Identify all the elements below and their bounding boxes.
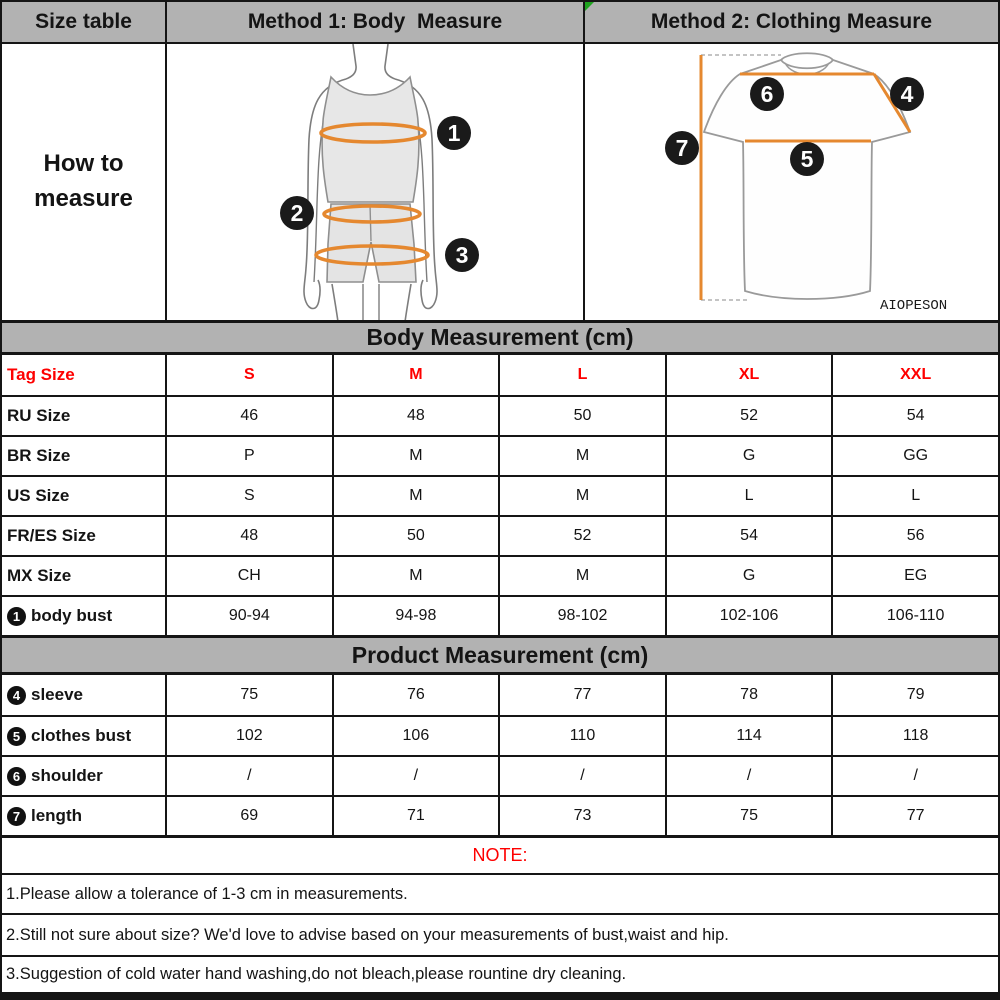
table-cell: 106 [334, 717, 501, 755]
table-cell: 54 [833, 397, 998, 435]
row-label [2, 437, 167, 475]
table-cell: S [167, 477, 334, 515]
size-col-xl: XL [667, 355, 834, 395]
table-cell: 90-94 [167, 597, 334, 635]
table-cell: 118 [833, 717, 998, 755]
row-label [2, 557, 167, 595]
table-row-mx-size [2, 555, 998, 595]
table-cell: 98-102 [500, 597, 667, 635]
table-cell: L [833, 477, 998, 515]
size-col-m: M [334, 355, 501, 395]
table-row-body-bust [2, 595, 998, 635]
table-row-br-size [2, 435, 998, 475]
marker-1-icon [437, 116, 471, 150]
table-cell: CH [167, 557, 334, 595]
table-cell: 77 [500, 675, 667, 715]
tshirt-icon [585, 44, 998, 320]
marker-3-icon [445, 238, 479, 272]
method2-title-label: Method 2: Clothing Measure [650, 10, 933, 33]
table-cell: G [667, 557, 834, 595]
table-cell: 77 [833, 797, 998, 835]
table-cell: 50 [334, 517, 501, 555]
table-cell: M [334, 557, 501, 595]
table-cell: 78 [667, 675, 834, 715]
illustration-row [2, 42, 998, 320]
size-table-title: Size table [2, 2, 167, 42]
table-cell: 71 [334, 797, 501, 835]
table-cell: 79 [833, 675, 998, 715]
row-label-text: MX Size [7, 566, 72, 585]
tag-size-row [2, 355, 998, 395]
table-row-ru-size [2, 395, 998, 435]
row-badge: 5 [7, 727, 26, 746]
marker-2-icon [280, 196, 314, 230]
row-label-text: sleeve [31, 685, 83, 704]
svg-text:1: 1 [447, 120, 461, 146]
table-cell: 114 [667, 717, 834, 755]
bottom-border-bar [2, 992, 998, 998]
row-label-text: FR/ES Size [7, 526, 96, 545]
row-label [2, 597, 167, 635]
table-cell: 56 [833, 517, 998, 555]
row-label [2, 717, 167, 755]
table-row-shoulder [2, 755, 998, 795]
table-cell: 54 [667, 517, 834, 555]
row-label-text: length [31, 806, 82, 825]
table-cell: M [500, 477, 667, 515]
svg-text:4: 4 [900, 81, 914, 107]
table-row-fres-size [2, 515, 998, 555]
svg-text:5: 5 [800, 146, 814, 172]
table-cell: L [667, 477, 834, 515]
table-cell: / [334, 757, 501, 795]
marker-5-icon [790, 142, 824, 176]
table-cell: 73 [500, 797, 667, 835]
table-cell: M [334, 477, 501, 515]
row-label-text: body bust [31, 606, 113, 625]
table-row-length [2, 795, 998, 835]
how-to-measure-cell [2, 44, 167, 320]
marker-7-icon [665, 131, 699, 165]
table-cell: 48 [334, 397, 501, 435]
tag-size-label: Tag Size [2, 355, 167, 395]
table-cell: G [667, 437, 834, 475]
table-cell: EG [833, 557, 998, 595]
table-cell: 52 [500, 517, 667, 555]
marker-6-icon [750, 77, 784, 111]
table-cell: GG [833, 437, 998, 475]
table-cell: M [500, 437, 667, 475]
row-label [2, 517, 167, 555]
table-cell: / [167, 757, 334, 795]
size-col-l: L [500, 355, 667, 395]
note-item-1: 1.Please allow a tolerance of 1-3 cm in measurements. [2, 873, 998, 913]
svg-text:6: 6 [760, 81, 774, 107]
clothing-measure-illustration [585, 44, 998, 320]
table-row-us-size [2, 475, 998, 515]
product-measurement-header: Product Measurement (cm) [2, 635, 998, 675]
svg-text:2: 2 [290, 200, 304, 226]
row-badge: 6 [7, 767, 26, 786]
how-to-line2: measure [34, 185, 133, 212]
table-cell: 52 [667, 397, 834, 435]
table-cell: 102-106 [667, 597, 834, 635]
row-label-text: BR Size [7, 446, 71, 465]
table-cell: M [500, 557, 667, 595]
table-cell: 76 [334, 675, 501, 715]
body-figure-icon [167, 44, 585, 320]
cell-marker-icon [585, 2, 594, 11]
row-label-text: clothes bust [31, 726, 132, 745]
table-cell: 69 [167, 797, 334, 835]
table-cell: 106-110 [833, 597, 998, 635]
row-label [2, 675, 167, 715]
svg-text:3: 3 [455, 242, 469, 268]
row-label [2, 397, 167, 435]
note-title: NOTE: [2, 835, 998, 873]
row-badge: 1 [7, 607, 26, 626]
table-cell: / [833, 757, 998, 795]
row-label [2, 757, 167, 795]
marker-4-icon [890, 77, 924, 111]
row-label-text: RU Size [7, 406, 71, 425]
table-cell: 75 [667, 797, 834, 835]
svg-text:7: 7 [675, 135, 689, 161]
table-cell: / [500, 757, 667, 795]
table-cell: 94-98 [334, 597, 501, 635]
table-row-sleeve [2, 675, 998, 715]
row-label-text: US Size [7, 486, 70, 505]
table-cell: 75 [167, 675, 334, 715]
method1-title: Method 1: Body Measure [167, 2, 585, 42]
row-badge: 7 [7, 807, 26, 826]
note-item-2: 2.Still not sure about size? We'd love to advise based on your measurements of bust,waist and hip. [2, 913, 998, 955]
table-cell: 102 [167, 717, 334, 755]
note-item-3: 3.Suggestion of cold water hand washing,do not bleach,please rountine dry cleaning. [2, 955, 998, 992]
table-cell: 46 [167, 397, 334, 435]
method2-title [585, 2, 998, 42]
table-cell: 48 [167, 517, 334, 555]
table-cell: / [667, 757, 834, 795]
row-badge: 4 [7, 686, 26, 705]
table-cell: 110 [500, 717, 667, 755]
table-cell: M [334, 437, 501, 475]
how-to-line1: How to [43, 150, 124, 178]
row-label [2, 797, 167, 835]
brand-watermark: AIOPESON [880, 298, 948, 314]
size-col-xxl: XXL [833, 355, 998, 395]
row-label-text: shoulder [31, 766, 103, 785]
body-measure-illustration [167, 44, 585, 320]
body-measurement-header: Body Measurement (cm) [2, 320, 998, 355]
table-row-clothes-bust [2, 715, 998, 755]
top-header-row [2, 2, 998, 42]
table-cell: 50 [500, 397, 667, 435]
row-label [2, 477, 167, 515]
table-cell: P [167, 437, 334, 475]
size-col-s: S [167, 355, 334, 395]
